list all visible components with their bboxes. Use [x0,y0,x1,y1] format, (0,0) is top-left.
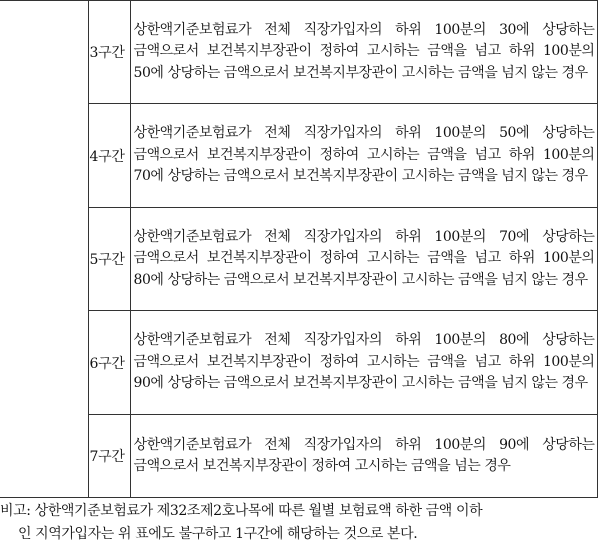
tier-label: 4구간 [88,104,130,208]
tier-label: 5구간 [88,208,130,311]
tier-description: 상한액기준보험료가 전체 직장가입자의 하위 100분의 30에 상당하는 금액으로서 보건복지부장관이 정하여 고시하는 금액을 넘고 하위 100분의 50에 상당하는 금액으로서 보건복지부장관이 고시하는 금액을 넘지 않는 경우 [130,1,597,104]
tier-description: 상한액기준보험료가 전체 직장가입자의 하위 100분의 50에 상당하는 금액으로서 보건복지부장관이 정하여 고시하는 금액을 넘고 하위 100분의 70에 상당하는 금액으로서 보건복지부장관이 고시하는 금액을 넘지 않는 경우 [130,104,597,208]
table-row [0,208,597,311]
footnote-line: 인 지역가입자는 위 표에도 불구하고 1구간에 해당하는 것으로 본다. [18,526,418,542]
tier-label: 7구간 [88,415,130,498]
table-row [0,311,597,415]
footnote-line: 비고: 상한액기준보험료가 제32조제2호나목에 따른 월별 보험료액 하한 금액 이하 [0,503,483,519]
tier-description: 상한액기준보험료가 전체 직장가입자의 하위 100분의 90에 상당하는 금액으로서 보건복지부장관이 정하여 고시하는 금액을 넘는 경우 [130,415,597,498]
tier-description: 상한액기준보험료가 전체 직장가입자의 하위 100분의 80에 상당하는 금액으로서 보건복지부장관이 정하여 고시하는 금액을 넘고 하위 100분의 90에 상당하는 금액으로서 보건복지부장관이 고시하는 금액을 넘지 않는 경우 [130,311,597,415]
tier-label: 6구간 [88,311,130,415]
tier-label: 3구간 [88,1,130,104]
tier-description: 상한액기준보험료가 전체 직장가입자의 하위 100분의 70에 상당하는 금액으로서 보건복지부장관이 정하여 고시하는 금액을 넘고 하위 100분의 80에 상당하는 금액으로서 보건복지부장관이 고시하는 금액을 넘지 않는 경우 [130,208,597,311]
table-row [0,415,597,498]
blank-column [0,1,88,498]
table-row [0,1,597,104]
table-row [0,104,597,208]
footnote [0,500,600,546]
